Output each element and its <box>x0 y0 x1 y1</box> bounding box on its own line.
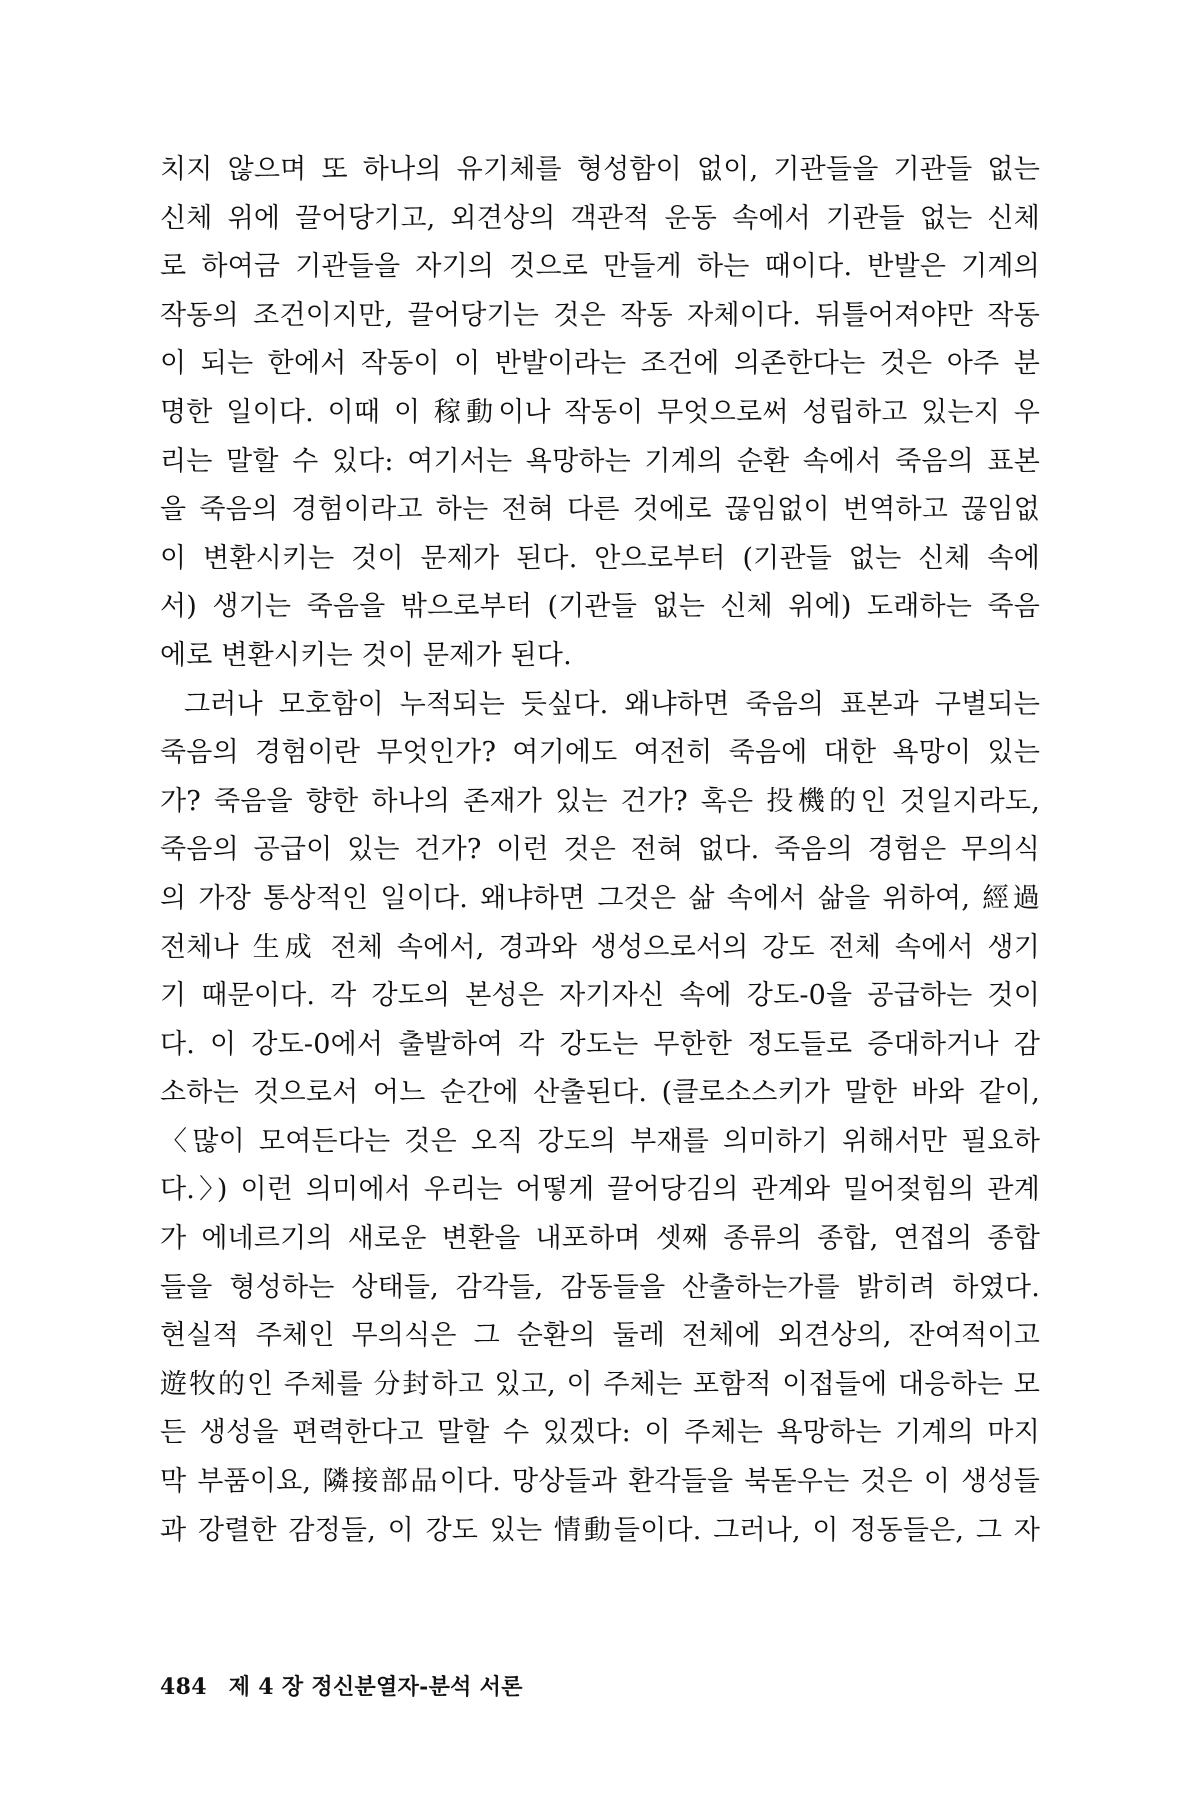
text-line: 에로 변환시키는 것이 문제가 된다. <box>160 639 572 671</box>
text-line: 다.〉) 이런 의미에서 우리는 어떻게 끌어당김의 관계와 밀어젖힘의 관계 <box>160 1174 1040 1206</box>
text-line: 다. 이 강도-0에서 출발하여 각 강도는 무한한 정도들로 증대하거나 감 <box>160 1028 1040 1060</box>
text-line: 과 강렬한 감정들, 이 강도 있는 情動들이다. 그러나, 이 정동들은, 그 자 <box>160 1514 1040 1546</box>
text-line: 현실적 주체인 무의식은 그 순환의 둘레 전체에 외견상의, 잔여적이고 <box>160 1320 1040 1352</box>
text-line: 신체 위에 끌어당기고, 외견상의 객관적 운동 속에서 기관들 없는 신체 <box>160 202 1040 234</box>
text-line: 리는 말할 수 있다: 여기서는 욕망하는 기계의 순환 속에서 죽음의 표본 <box>160 445 1040 477</box>
text-line: 작동의 조건이지만, 끌어당기는 것은 작동 자체이다. 뒤틀어져야만 작동 <box>160 299 1040 331</box>
text-line: 의 가장 통상적인 일이다. 왜냐하면 그것은 삶 속에서 삶을 위하여, 經過 <box>160 882 1040 914</box>
body-text <box>160 146 1040 1555</box>
text-line: 죽음의 경험이란 무엇인가? 여기에도 여전히 죽음에 대한 욕망이 있는 <box>160 737 1040 769</box>
text-line: 전체나 生成 전체 속에서, 경과와 생성으로서의 강도 전체 속에서 생기 <box>160 931 1040 963</box>
text-line: 이 변환시키는 것이 문제가 된다. 안으로부터 (기관들 없는 신체 속에 <box>160 542 1040 574</box>
text-line: 막 부품이요, 隣接部品이다. 망상들과 환각들을 북돋우는 것은 이 생성들 <box>160 1466 1040 1498</box>
text-line: 〈많이 모여든다는 것은 오직 강도의 부재를 의미하기 위해서만 필요하 <box>160 1125 1040 1157</box>
page-number: 484 <box>160 1674 207 1700</box>
text-line: 가 에네르기의 새로운 변환을 내포하며 셋째 종류의 종합, 연접의 종합 <box>160 1223 1040 1255</box>
text-line: 로 하여금 기관들을 자기의 것으로 만들게 하는 때이다. 반발은 기계의 <box>160 251 1040 283</box>
text-line: 치지 않으며 또 하나의 유기체를 형성함이 없이, 기관들을 기관들 없는 <box>160 154 1040 185</box>
page-footer <box>160 1670 523 1701</box>
text-line: 든 생성을 편력한다고 말할 수 있겠다: 이 주체는 욕망하는 기계의 마지 <box>160 1417 1040 1449</box>
text-line: 서) 생기는 죽음을 밖으로부터 (기관들 없는 신체 위에) 도래하는 죽음 <box>160 591 1040 623</box>
text-line: 가? 죽음을 향한 하나의 존재가 있는 건가? 혹은 投機的인 것일지라도, <box>160 785 1040 817</box>
text-line: 그러나 모호함이 누적되는 듯싶다. 왜냐하면 죽음의 표본과 구별되는 <box>184 688 1040 720</box>
text-line: 이 되는 한에서 작동이 이 반발이라는 조건에 의존한다는 것은 아주 분 <box>160 348 1040 380</box>
text-line: 기 때문이다. 각 강도의 본성은 자기자신 속에 강도-0을 공급하는 것이 <box>160 980 1040 1012</box>
running-chapter-title: 제 4 장 정신분열자-분석 서론 <box>228 1674 523 1700</box>
text-line: 遊牧的인 주체를 分封하고 있고, 이 주체는 포함적 이접들에 대응하는 모 <box>160 1368 1040 1400</box>
text-line: 죽음의 공급이 있는 건가? 이런 것은 전혀 없다. 죽음의 경험은 무의식 <box>160 834 1040 866</box>
text-line: 명한 일이다. 이때 이 稼動이나 작동이 무엇으로써 성립하고 있는지 우 <box>160 396 1040 428</box>
text-line: 을 죽음의 경험이라고 하는 전혀 다른 것에로 끊임없이 번역하고 끊임없 <box>160 494 1040 526</box>
text-line: 들을 형성하는 상태들, 감각들, 감동들을 산출하는가를 밝히려 하였다. <box>160 1271 1040 1303</box>
text-line: 소하는 것으로서 어느 순간에 산출된다. (클로소스키가 말한 바와 같이, <box>160 1077 1040 1109</box>
